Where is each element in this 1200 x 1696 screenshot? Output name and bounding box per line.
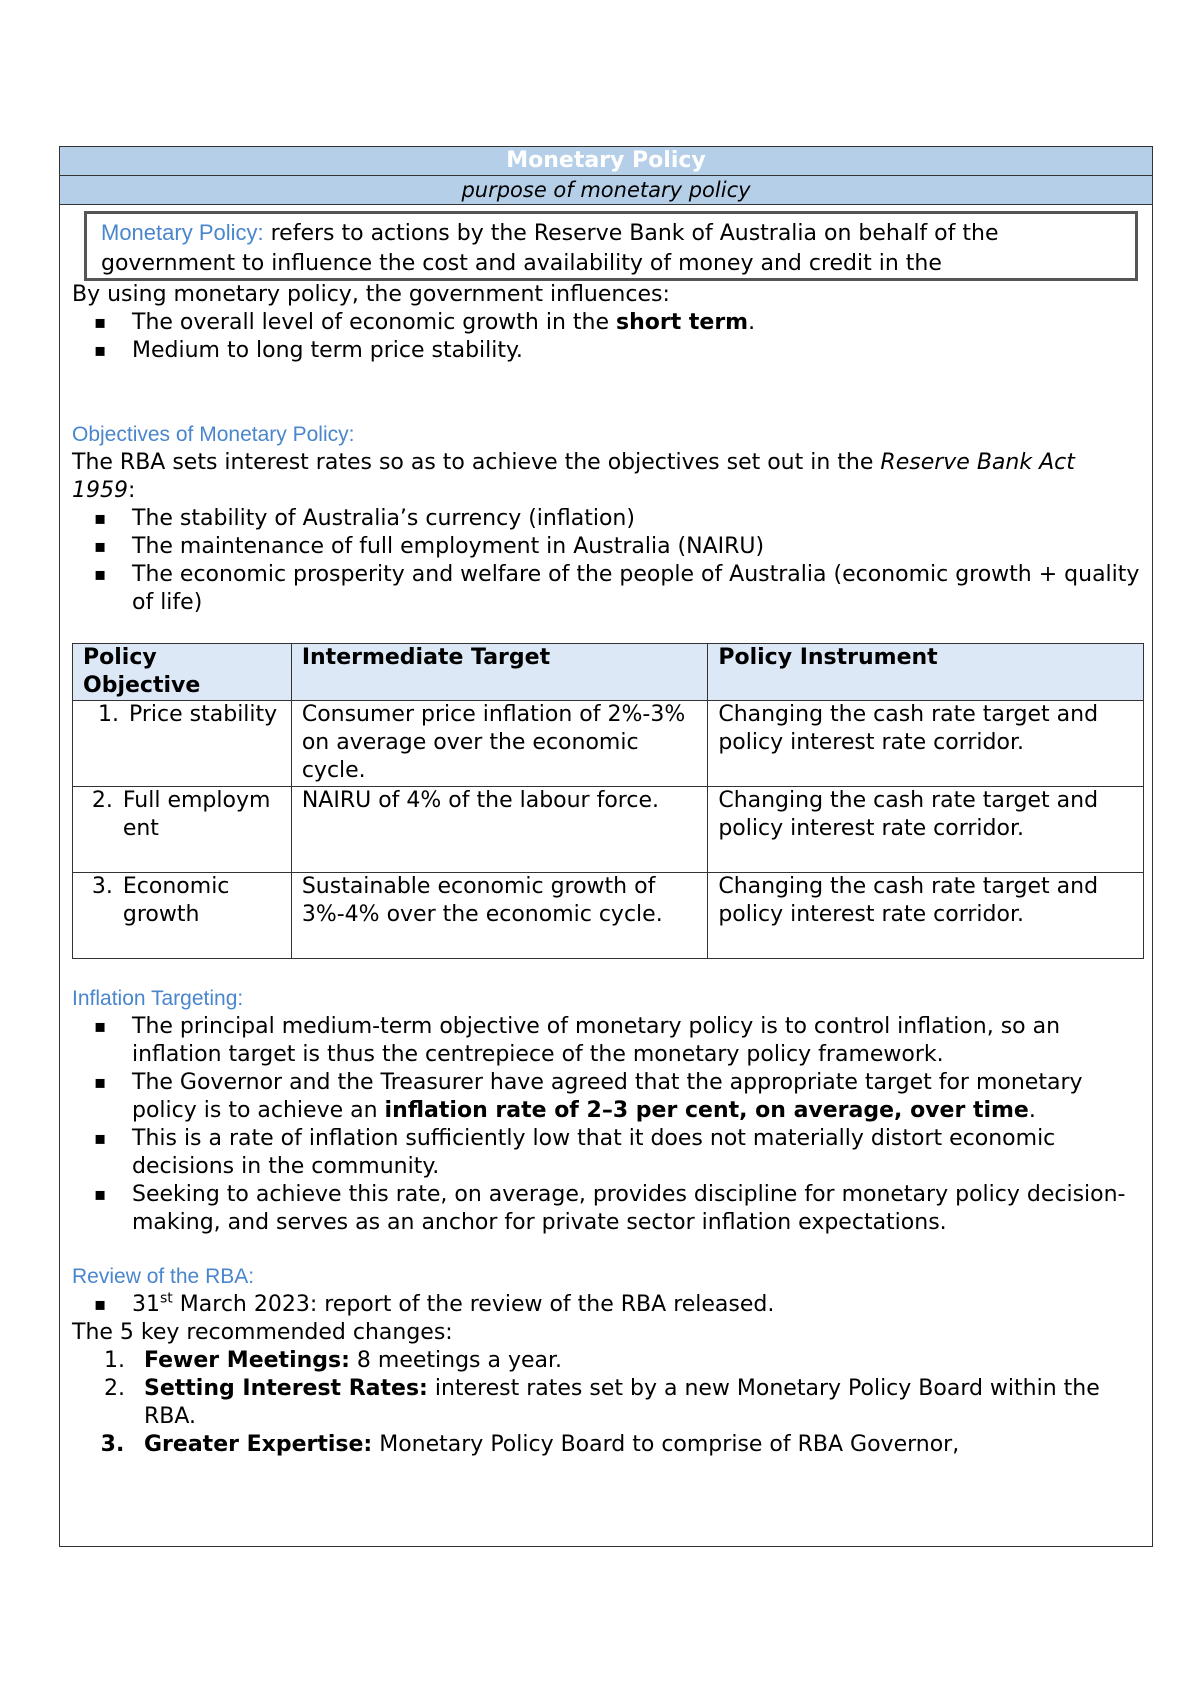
list-item: ▪ The principal medium-term objective of monetary policy is to control inflation, so an inflation target is thus the centrepiece of the monetary policy framework. [132, 1013, 1144, 1069]
list-item: 3. Greater Expertise: Monetary Policy Board to comprise of RBA Governor, [132, 1431, 1144, 1459]
review-lead: The 5 key recommended changes: [72, 1320, 453, 1345]
column-header: Policy Instrument [708, 644, 1144, 701]
policy-table [72, 643, 1144, 959]
definition-term: Monetary Policy: [101, 220, 264, 245]
definition-box [84, 211, 1138, 281]
list-item: ▪ The economic prosperity and welfare of the people of Australia (economic growth + quality of life) [132, 561, 1144, 617]
intro-bullets [72, 309, 1144, 365]
review-heading: Review of the RBA: [72, 1265, 255, 1288]
review-bullets [72, 1291, 1144, 1319]
table-row [73, 787, 1144, 873]
main-content [60, 281, 1152, 1459]
objectives-text: The RBA sets interest rates so as to achieve the objectives set out in the Reserve Bank Act 1959: [72, 450, 1075, 503]
list-item: ▪ 31st March 2023: report of the review of the RBA released. [132, 1291, 1144, 1319]
objectives-heading: Objectives of Monetary Policy: [72, 423, 355, 446]
list-item: ▪ Medium to long term price stability. [132, 337, 1144, 365]
table-cell-target: Consumer price inflation of 2%-3% on average over the economic cycle. [291, 701, 708, 787]
document-subtitle: purpose of monetary policy [60, 176, 1152, 205]
document-title: Monetary Policy [60, 147, 1152, 176]
definition-text: refers to actions by the Reserve Bank of Australia on behalf of the government to influence the cost and availability of money and credit in the [101, 221, 999, 276]
inflation-heading: Inflation Targeting: [72, 987, 244, 1010]
column-header: Policy Objective [73, 644, 292, 701]
document-frame [59, 146, 1153, 1547]
list-item: ▪ The maintenance of full employment in Australia (NAIRU) [132, 533, 1144, 561]
intro-lead: By using monetary policy, the government influences: [72, 282, 670, 307]
list-item: 2. Setting Interest Rates: interest rates set by a new Monetary Policy Board within the RBA. [132, 1375, 1144, 1431]
list-item: ▪ This is a rate of inflation sufficiently low that it does not materially distort economic decisions in the community. [132, 1125, 1144, 1181]
table-cell-objective: 3. Economic growth [73, 873, 292, 959]
table-cell-target: Sustainable economic growth of 3%-4% over the economic cycle. [291, 873, 708, 959]
table-cell-objective: 1. Price stability [73, 701, 292, 787]
list-item: ▪ The overall level of economic growth in the short term. [132, 309, 1144, 337]
table-cell-instrument: Changing the cash rate target and policy interest rate corridor. [708, 787, 1144, 873]
list-item: ▪ The Governor and the Treasurer have agreed that the appropriate target for monetary policy is to achieve an inflation rate of 2–3 per cent, on average, over time. [132, 1069, 1144, 1125]
table-cell-objective: 2. Full employm ent [73, 787, 292, 873]
column-header: Intermediate Target [291, 644, 708, 701]
table-cell-target: NAIRU of 4% of the labour force. [291, 787, 708, 873]
table-cell-instrument: Changing the cash rate target and policy interest rate corridor. [708, 701, 1144, 787]
objectives-bullets [72, 505, 1144, 617]
table-header-row [73, 644, 1144, 701]
list-item: ▪ The stability of Australia’s currency (inflation) [132, 505, 1144, 533]
list-item: 1. Fewer Meetings: 8 meetings a year. [132, 1347, 1144, 1375]
table-row [73, 873, 1144, 959]
inflation-bullets [72, 1013, 1144, 1237]
table-cell-instrument: Changing the cash rate target and policy interest rate corridor. [708, 873, 1144, 959]
list-item: ▪ Seeking to achieve this rate, on average, provides discipline for monetary policy decision-making, and serves as an anchor for private sector inflation expectations. [132, 1181, 1144, 1237]
table-row [73, 701, 1144, 787]
recommended-changes-list [72, 1347, 1144, 1459]
